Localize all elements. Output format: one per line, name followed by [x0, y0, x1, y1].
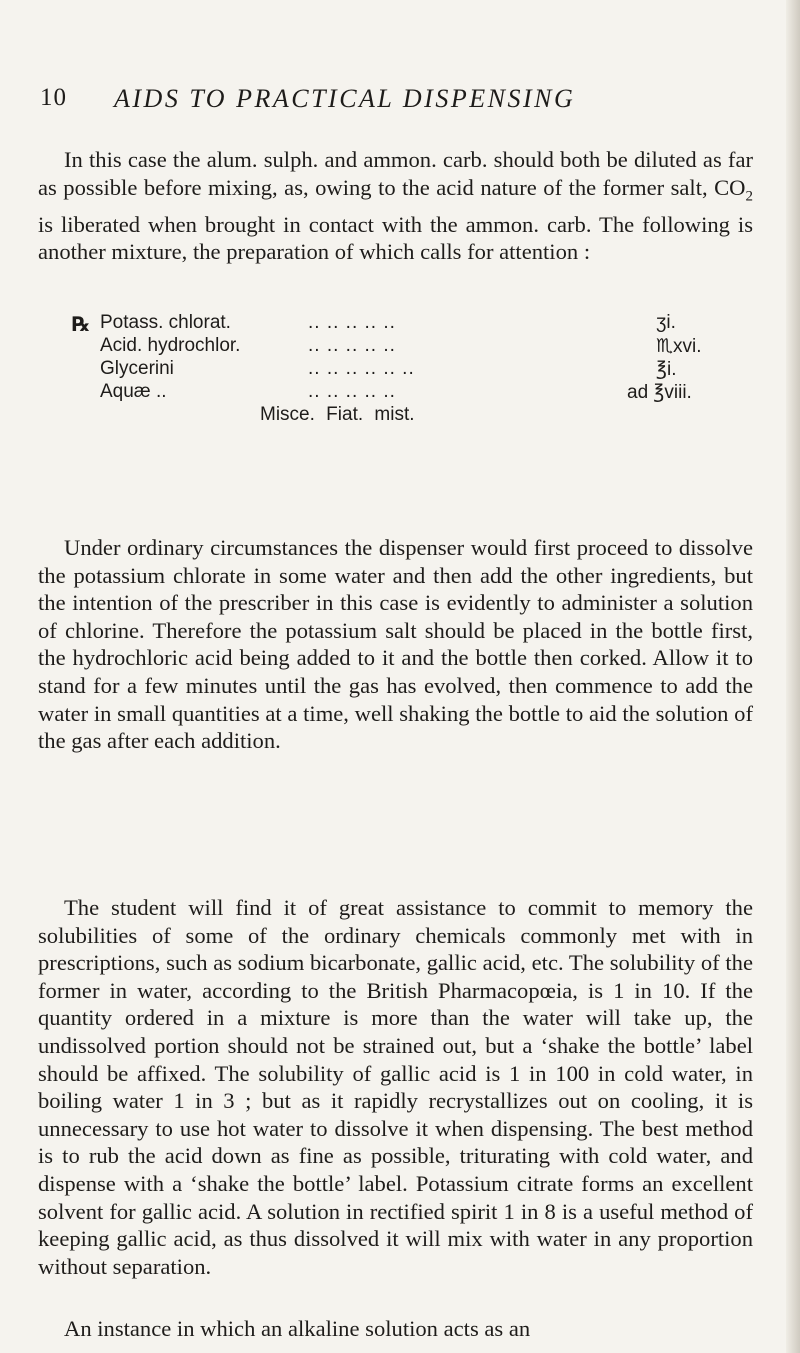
prescription-row: [72, 381, 752, 404]
recipe-symbol: ℞: [72, 314, 90, 336]
running-title: AIDS TO PRACTICAL DISPENSING: [114, 84, 576, 113]
ingredient-name: Potass. chlorat.: [100, 312, 231, 333]
paragraph-3: [38, 894, 753, 1280]
prescription-row: [72, 335, 752, 358]
ingredient-quantity: ℥i.: [656, 359, 677, 380]
leader-dots: .. .. .. .. ..: [308, 381, 396, 402]
page-number: 10: [40, 84, 67, 111]
page-edge-shadow: [786, 0, 800, 1353]
leader-dots: .. .. .. .. ..: [308, 312, 396, 333]
paragraph-2-text: Under ordinary circumstances the dispenser would first proceed to dissolve the potassium chlorate in some water and then add the other ingredients, but the intention of the prescriber in this case is evidently to administer a solution of chlorine. Therefore the potassium salt should be placed in the bottle first, the hydrochloric acid being added to it and the bottle then corked. Allow it to stand for a few minutes until the gas has evolved, then commence to add the water in small quantities at a time, well shaking the bottle to aid the solution of the gas after each addition.: [38, 535, 753, 754]
ingredient-name: Glycerini: [100, 358, 174, 379]
ingredient-quantity: ʒi.: [656, 312, 676, 333]
leader-dots: .. .. .. .. .. ..: [308, 358, 415, 379]
ingredient-name: Aquæ ..: [100, 381, 167, 402]
co2-subscript: 2: [745, 188, 753, 205]
prescription-row: [72, 312, 752, 335]
paragraph-4: [38, 1315, 753, 1343]
prescription-directions-row: [72, 404, 752, 427]
prescription-row: [72, 358, 752, 381]
page-header: [40, 84, 740, 124]
ingredient-name: Acid. hydrochlor.: [100, 335, 241, 356]
paragraph-1: [38, 146, 753, 266]
paragraph-1-text-a: In this case the alum. sulph. and ammon. carb. should both be diluted as far as possible before mixing, as, owing to the acid nature of the former salt, CO: [38, 147, 753, 200]
paragraph-1-text-b: is liberated when brought in contact with the ammon. carb. The following is another mixture, the preparation of which calls for attention :: [38, 211, 753, 265]
ingredient-quantity: ad ℥viii.: [627, 382, 692, 403]
paragraph-2: [38, 534, 753, 755]
prescription-directions: Misce. Fiat. mist.: [260, 404, 415, 425]
prescription-block: [72, 312, 752, 427]
paragraph-4-text: An instance in which an alkaline solution acts as an: [64, 1316, 531, 1341]
leader-dots: .. .. .. .. ..: [308, 335, 396, 356]
paragraph-3-text: The student will find it of great assistance to commit to memory the solubilities of some of the ordinary chemicals commonly met with in prescriptions, such as sodium bicarbonate, gallic acid, etc. The solubility of the former in water, according to the British Pharmacopœia, is 1 in 10. If the quantity ordered in a mixture is more than the water will take up, the undissolved portion should not be strained out, but a ‘shake the bottle’ label should be affixed. The solubility of gallic acid is 1 in 100 in cold water, in boiling water 1 in 3 ; but as it rapidly recrystallizes out on cooling, it is unnecessary to use hot water to dissolve it when dispensing. The best method is to rub the acid down as fine as possible, triturating with cold water, and dispense with a ‘shake the bottle’ label. Potassium citrate forms an excellent solvent for gallic acid. A solution in rectified spirit 1 in 8 is a useful method of keeping gallic acid, as thus dissolved it will mix with water in any proportion without separation.: [38, 895, 753, 1279]
ingredient-quantity: ♏xvi.: [656, 336, 702, 357]
